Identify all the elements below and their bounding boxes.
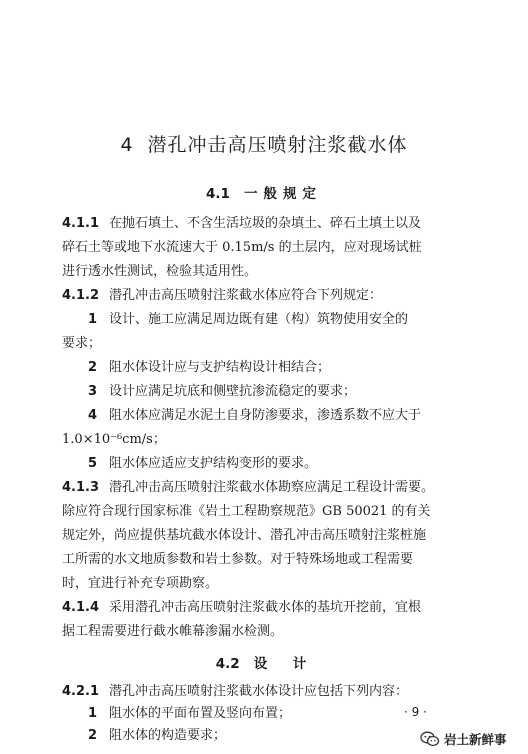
clause-line: 据工程需要进行截水帷幕渗漏水检测。 — [62, 624, 284, 639]
clause-text: 潜孔冲击高压喷射注浆截水体应符合下列规定： — [109, 288, 383, 303]
section-number: 4.2 — [215, 656, 240, 672]
clause-line: 在抛石填土、不含生活垃圾的杂填土、碎石土填土以及 — [109, 216, 422, 231]
clause-line: 潜孔冲击高压喷射注浆截水体勘察应满足工程设计需要。 — [109, 480, 435, 495]
clause-number: 4.1.2 — [62, 288, 100, 303]
watermark-text: 岩土新鲜事 — [444, 732, 507, 747]
clause-line: 碎石土等或地下水流速大于 0.15m/s 的土层内，应对现场试桩 — [62, 240, 422, 255]
item-line: 阻水体应适应支护结构变形的要求。 — [109, 456, 318, 471]
chapter-number: 4 — [120, 134, 134, 156]
item-line: 阻水体设计应与支护结构设计相结合； — [109, 360, 331, 375]
list-item — [62, 452, 462, 476]
item-line: 要求； — [62, 336, 102, 351]
clause-number: 4.2.1 — [62, 684, 100, 699]
clause-line: 采用潜孔冲击高压喷射注浆截水体的基坑开挖前，宜根 — [109, 600, 422, 615]
clause-4-2-1 — [62, 680, 462, 704]
clause-number: 4.1.4 — [62, 600, 100, 615]
item-number: 2 — [88, 360, 98, 375]
list-item — [62, 724, 462, 748]
item-line: 1.0×10⁻⁶cm/s； — [62, 432, 166, 447]
item-line: 设计应满足坑底和侧壁抗渗流稳定的要求； — [109, 384, 357, 399]
item-line: 阻水体的构造要求； — [109, 728, 227, 743]
clause-line: 除应符合现行国家标准《岩土工程勘察规范》GB 50021 的有关 — [62, 504, 431, 519]
item-number: 1 — [88, 706, 98, 721]
item-line: 设计、施工应满足周边既有建（构）筑物使用安全的 — [109, 312, 409, 327]
item-number: 3 — [88, 384, 98, 399]
section-title-4-1 — [0, 182, 528, 202]
item-number: 5 — [88, 456, 98, 471]
wechat-icon — [420, 731, 440, 747]
clause-number: 4.1.1 — [62, 216, 100, 231]
clause-4-1-1 — [62, 212, 462, 284]
clause-4-1-3 — [62, 476, 462, 596]
section-title-text: 设 计 — [253, 656, 313, 672]
chapter-title — [0, 130, 528, 157]
item-number: 1 — [88, 312, 98, 327]
list-item — [62, 308, 462, 356]
clause-4-1-2 — [62, 284, 462, 308]
clause-text: 潜孔冲击高压喷射注浆截水体设计应包括下列内容： — [109, 684, 409, 699]
clause-line: 时，宜进行补充专项勘察。 — [62, 576, 219, 591]
clause-4-1-4 — [62, 596, 462, 644]
list-item — [62, 404, 462, 452]
chapter-title-text: 潜孔冲击高压喷射注浆截水体 — [147, 134, 408, 156]
page-number: · 9 · — [404, 705, 427, 719]
clause-line: 工所需的水文地质参数和岩土参数。对于特殊场地或工程需要 — [62, 552, 414, 567]
item-number: 4 — [88, 408, 98, 423]
item-line: 阻水体的平面布置及竖向布置； — [109, 706, 292, 721]
list-item — [62, 702, 462, 726]
clause-line: 规定外，尚应提供基坑截水体设计、潜孔冲击高压喷射注浆桩施 — [62, 528, 427, 543]
item-number: 2 — [88, 728, 98, 743]
watermark — [420, 730, 507, 748]
item-line: 阻水体应满足水泥土自身防渗要求，渗透系数不应大于 — [109, 408, 422, 423]
list-item — [62, 356, 462, 380]
section-number: 4.1 — [206, 186, 230, 202]
section-title-text: 一般规定 — [243, 186, 322, 202]
clause-line: 进行透水性测试，检验其适用性。 — [62, 264, 258, 279]
section-title-4-2 — [0, 652, 528, 672]
clause-number: 4.1.3 — [62, 480, 100, 495]
list-item — [62, 380, 462, 404]
